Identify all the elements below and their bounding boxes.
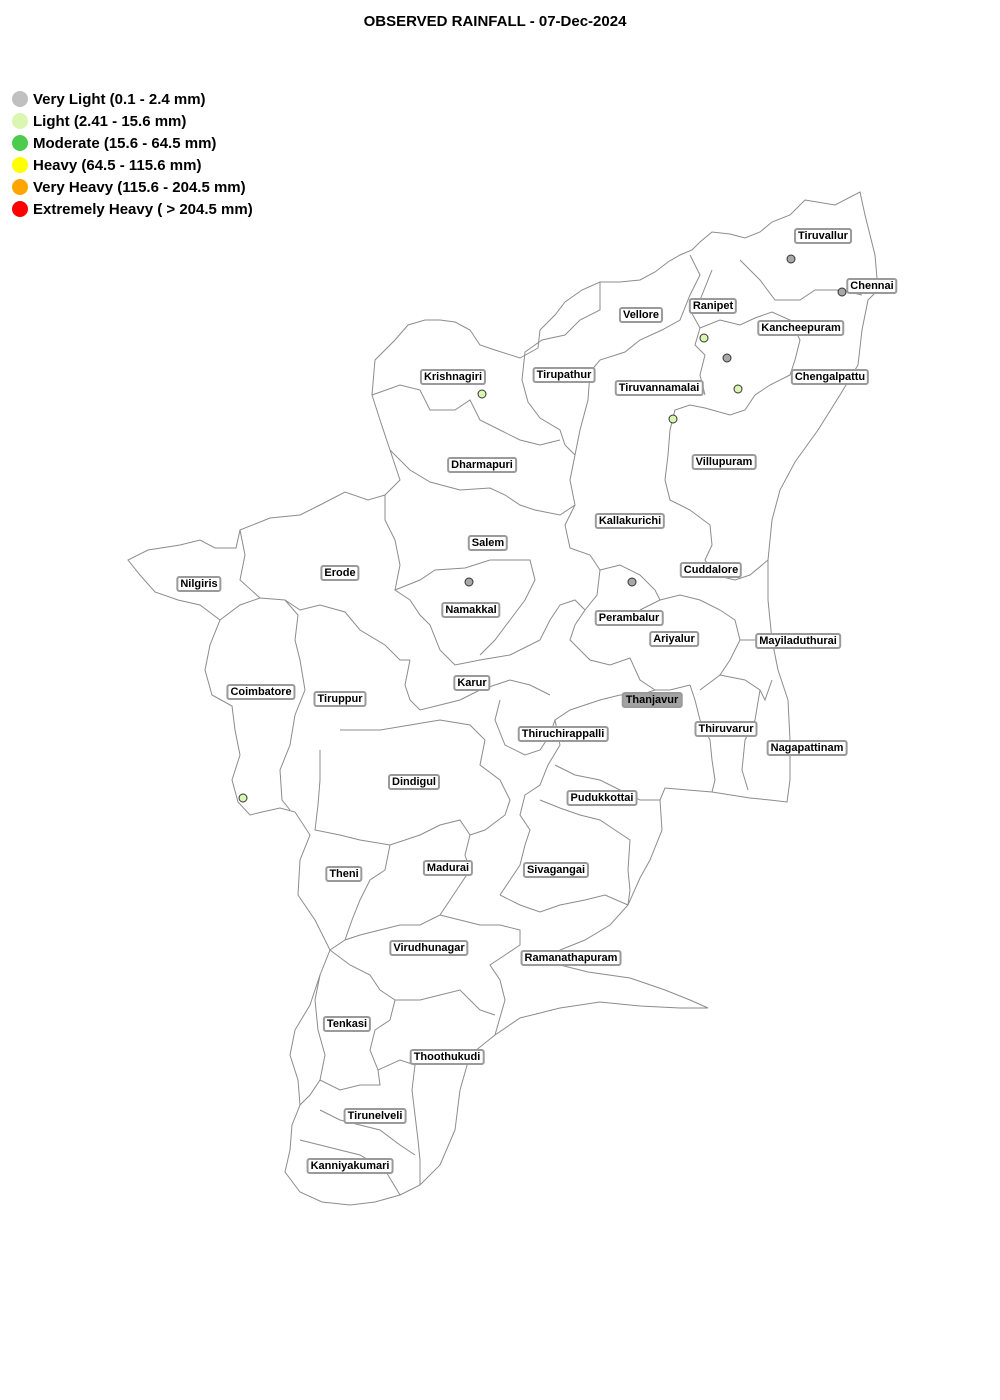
district-label-kancheepuram: Kancheepuram: [757, 320, 844, 336]
district-label-cuddalore: Cuddalore: [680, 562, 742, 578]
station-marker-very-light: [838, 288, 846, 296]
district-label-perambalur: Perambalur: [595, 610, 664, 626]
district-label-chengalpattu: Chengalpattu: [791, 369, 869, 385]
district-label-kallakurichi: Kallakurichi: [595, 513, 665, 529]
district-label-coimbatore: Coimbatore: [226, 684, 295, 700]
district-label-dharmapuri: Dharmapuri: [447, 457, 517, 473]
station-marker-light: [239, 794, 247, 802]
district-label-krishnagiri: Krishnagiri: [420, 369, 486, 385]
district-label-dindigul: Dindigul: [388, 774, 440, 790]
district-label-thoothukudi: Thoothukudi: [410, 1049, 485, 1065]
district-label-thiruvarur: Thiruvarur: [694, 721, 757, 737]
station-marker-very-light: [723, 354, 731, 362]
district-label-virudhunagar: Virudhunagar: [389, 940, 468, 956]
district-label-karur: Karur: [453, 675, 490, 691]
district-label-salem: Salem: [468, 535, 508, 551]
district-label-kanniyakumari: Kanniyakumari: [307, 1158, 394, 1174]
district-label-tiruvallur: Tiruvallur: [794, 228, 852, 244]
district-label-ariyalur: Ariyalur: [649, 631, 699, 647]
district-label-nagapattinam: Nagapattinam: [767, 740, 848, 756]
station-marker-light: [700, 334, 708, 342]
district-label-chennai: Chennai: [846, 278, 897, 294]
district-label-thanjavur: Thanjavur: [622, 692, 683, 708]
legend-label: Very Light (0.1 - 2.4 mm): [33, 90, 206, 108]
district-label-tirupathur: Tirupathur: [533, 367, 596, 383]
district-label-tenkasi: Tenkasi: [323, 1016, 371, 1032]
district-label-villupuram: Villupuram: [692, 454, 757, 470]
district-label-nilgiris: Nilgiris: [176, 576, 221, 592]
legend-label: Heavy (64.5 - 115.6 mm): [33, 156, 202, 174]
legend-label: Extremely Heavy ( > 204.5 mm): [33, 200, 253, 218]
district-label-thiruchirappalli: Thiruchirappalli: [518, 726, 609, 742]
legend-label: Light (2.41 - 15.6 mm): [33, 112, 187, 130]
district-label-erode: Erode: [320, 565, 359, 581]
district-label-tiruppur: Tiruppur: [313, 691, 366, 707]
station-marker-light: [669, 415, 677, 423]
district-label-vellore: Vellore: [619, 307, 663, 323]
station-marker-very-light: [787, 255, 795, 263]
map-title: OBSERVED RAINFALL - 07-Dec-2024: [363, 13, 627, 30]
district-label-mayiladuthurai: Mayiladuthurai: [755, 633, 841, 649]
district-label-theni: Theni: [325, 866, 362, 882]
station-marker-very-light: [628, 578, 636, 586]
legend-label: Very Heavy (115.6 - 204.5 mm): [33, 178, 246, 196]
district-label-pudukkottai: Pudukkottai: [567, 790, 638, 806]
district-label-ranipet: Ranipet: [689, 298, 737, 314]
station-marker-very-light: [465, 578, 473, 586]
district-label-ramanathapuram: Ramanathapuram: [521, 950, 622, 966]
district-label-madurai: Madurai: [423, 860, 473, 876]
station-marker-light: [478, 390, 486, 398]
district-label-namakkal: Namakkal: [441, 602, 500, 618]
district-label-tirunelveli: Tirunelveli: [344, 1108, 407, 1124]
district-label-tiruvannamalai: Tiruvannamalai: [615, 380, 704, 396]
legend-label: Moderate (15.6 - 64.5 mm): [33, 134, 217, 152]
district-boundaries: [220, 255, 862, 1195]
station-marker-light: [734, 385, 742, 393]
district-label-sivagangai: Sivagangai: [523, 862, 589, 878]
